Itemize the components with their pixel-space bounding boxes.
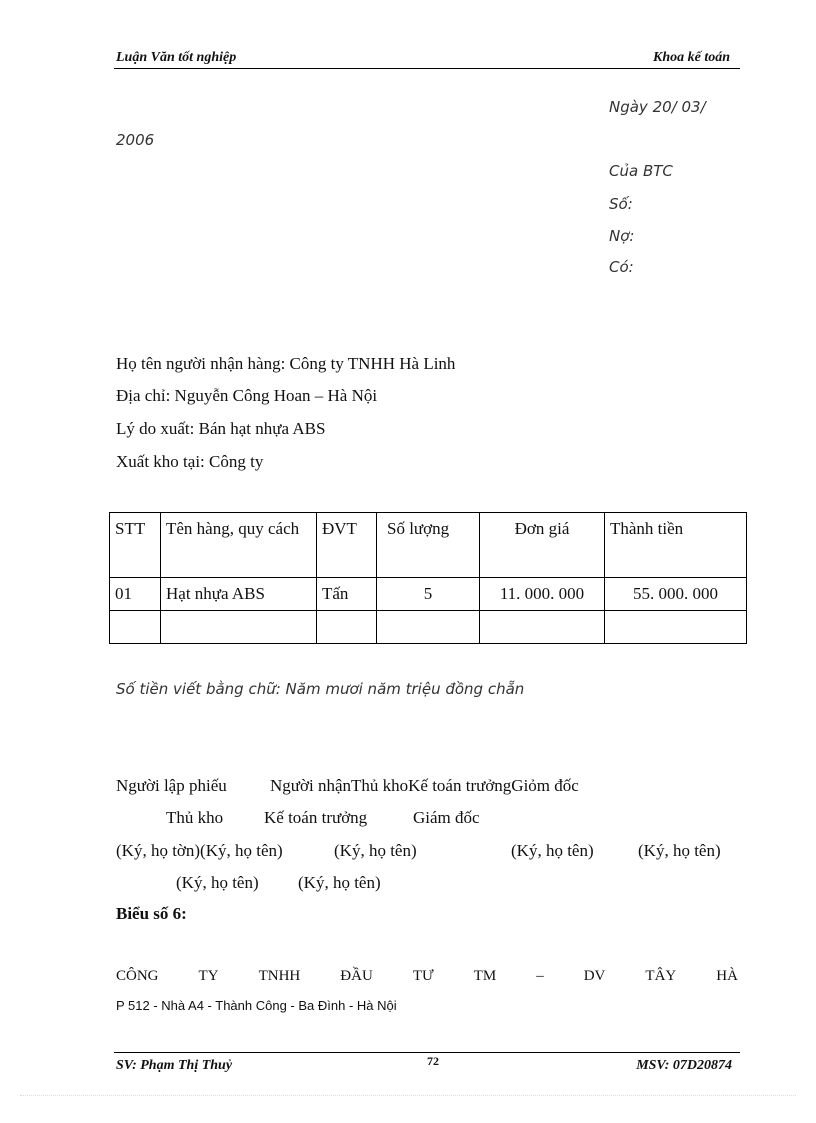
cell-empty: [317, 611, 377, 644]
sig-row1-rest: Người nhậnThủ khoKế toán trưởngGiỏm đốc: [270, 776, 579, 795]
sig-ky-4: (Ký, họ tên): [638, 841, 721, 860]
th-dvt: ĐVT: [317, 513, 377, 578]
sig-ky-2: (Ký, họ tên): [334, 841, 417, 860]
co-label: Có:: [609, 258, 634, 276]
date-line: Ngày 20/ 03/: [609, 98, 706, 116]
cell-so-luong: 5: [377, 578, 480, 611]
table-row: [110, 578, 747, 611]
company-word: –: [536, 968, 544, 984]
sig-ke-toan-truong: Kế toán trưởng: [264, 808, 368, 827]
footer-student: SV: Phạm Thị Thuỷ: [116, 1058, 233, 1073]
header-rule: [114, 68, 740, 69]
warehouse-line: Xuất kho tại: Công ty: [116, 452, 264, 471]
company-name: [116, 968, 738, 985]
cell-empty: [161, 611, 317, 644]
no-label: Nợ:: [609, 227, 635, 245]
cell-thanh-tien: 55. 000. 000: [605, 578, 747, 611]
company-address: P 512 - Nhà A4 - Thành Công - Ba Đình - Hà Nội: [116, 998, 397, 1013]
cell-stt: 01: [110, 578, 161, 611]
bieu-so-title: Biểu số 6:: [116, 904, 187, 923]
sig-nguoi-lap: Người lập phiếu: [116, 776, 227, 795]
th-so-luong: Số lượng: [377, 513, 480, 578]
footer-msv: MSV: 07D20874: [636, 1058, 732, 1073]
th-don-gia: Đơn giá: [480, 513, 605, 578]
goods-table: [109, 512, 747, 644]
amount-in-words: Số tiền viết bằng chữ: Năm mươi năm triệu đồng chẵn: [116, 680, 525, 698]
cell-empty: [480, 611, 605, 644]
date-year: 2006: [116, 131, 155, 149]
sig-ky-1: (Ký, họ tờn)(Ký, họ tên): [116, 841, 283, 860]
company-word: CÔNG: [116, 968, 159, 984]
th-stt: STT: [110, 513, 161, 578]
page-edge: [20, 1095, 796, 1096]
th-ten-hang: Tên hàng, quy cách: [161, 513, 317, 578]
sig-ky-5: (Ký, họ tên): [176, 873, 259, 892]
table-header-row: [110, 513, 747, 578]
cell-dvt: Tấn: [317, 578, 377, 611]
sig-thu-kho: Thủ kho: [166, 808, 224, 827]
company-word: TNHH: [258, 968, 301, 984]
table-row: [110, 611, 747, 644]
cell-empty: [377, 611, 480, 644]
company-word: TÂY: [645, 968, 677, 984]
cell-ten-hang: Hạt nhựa ABS: [161, 578, 317, 611]
sig-ky-3: (Ký, họ tên): [511, 841, 594, 860]
receiver-line: Họ tên người nhận hàng: Công ty TNHH Hà Linh: [116, 354, 456, 373]
th-thanh-tien: Thành tiền: [605, 513, 747, 578]
header-right: Khoa kế toán: [652, 50, 730, 65]
sig-ky-6: (Ký, họ tên): [298, 873, 381, 892]
cua-btc: Của BTC: [609, 162, 673, 180]
reason-line: Lý do xuất: Bán hạt nhựa ABS: [116, 419, 326, 438]
company-word: DV: [583, 968, 606, 984]
cell-empty: [110, 611, 161, 644]
so-label: Số:: [609, 195, 633, 213]
company-word: TY: [198, 968, 219, 984]
company-word: TM: [473, 968, 497, 984]
footer-rule: [114, 1052, 740, 1053]
company-word: ĐẦU: [340, 968, 373, 984]
company-word: TƯ: [412, 968, 434, 984]
page-number: 72: [427, 1054, 439, 1068]
sig-giam-doc: Giám đốc: [413, 808, 480, 827]
cell-empty: [605, 611, 747, 644]
cell-don-gia: 11. 000. 000: [480, 578, 605, 611]
address-line: Địa chỉ: Nguyễn Công Hoan – Hà Nội: [116, 386, 378, 405]
header-left: Luận Văn tốt nghiệp: [116, 50, 237, 65]
company-word: HÀ: [716, 968, 738, 984]
